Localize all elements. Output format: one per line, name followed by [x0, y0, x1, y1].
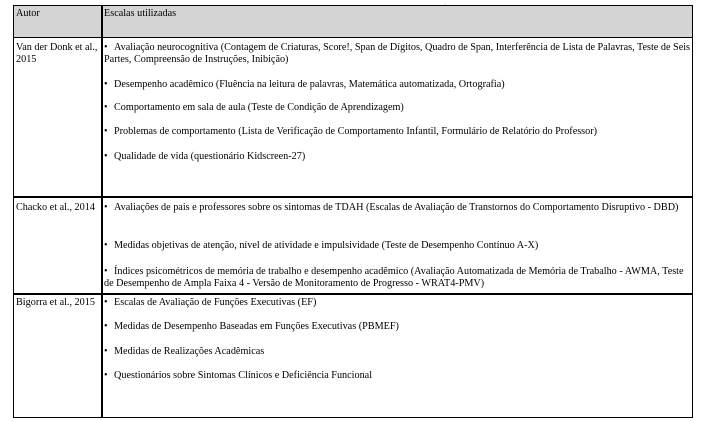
- scale-item: [104, 240, 690, 252]
- bullet-icon: •: [104, 370, 108, 381]
- scale-item: [104, 321, 690, 333]
- column-divider: [101, 6, 103, 417]
- bullet-icon: •: [104, 102, 108, 113]
- row-divider: [14, 196, 692, 198]
- scale-item-text: Medidas objetivas de atenção, nível de atividade e impulsividade (Teste de Desempenho Contínuo A-X): [114, 240, 539, 251]
- scale-item: [104, 102, 690, 114]
- author-cell: Bigorra et al., 2015: [16, 297, 95, 308]
- bullet-icon: •: [104, 321, 108, 332]
- scale-item: [104, 79, 690, 91]
- author-cell: Chacko et al., 2014: [16, 202, 95, 213]
- scale-item: [104, 346, 690, 358]
- scale-item-text: Medidas de Realizações Acadêmicas: [114, 346, 265, 357]
- scale-item-text: Índices psicométricos de memória de trabalho e desempenho acadêmico (Avaliação Automatizada de Memória de Trabalho - AWMA, Teste de Desempenho de Ampla Faixa 4 - Versão de Monitoramento de Progresso - WRAT4-PMV): [104, 266, 684, 289]
- scale-item-text: Comportamento em sala de aula (Teste de Condição de Aprendizagem): [114, 102, 404, 113]
- scale-item: [104, 42, 690, 66]
- row-divider: [14, 293, 692, 295]
- scale-item-text: Problemas de comportamento (Lista de Verificação de Comportamento Infantil, Formulário de Relatório do Professor): [114, 126, 598, 137]
- bullet-icon: •: [104, 79, 108, 90]
- scale-item-text: Desempenho acadêmico (Fluência na leitura de palavras, Matemática automatizada, Ortografia): [114, 79, 505, 90]
- bullet-icon: •: [104, 42, 108, 53]
- bullet-icon: •: [104, 240, 108, 251]
- scale-item-text: Avaliações de pais e professores sobre os sintomas de TDAH (Escalas de Avaliação de Transtornos do Comportamento Disruptivo - DBD): [114, 202, 679, 213]
- scale-item: [104, 202, 690, 214]
- scale-item-text: Medidas de Desempenho Baseadas em Funções Executivas (PBMEF): [114, 321, 399, 332]
- author-cell: Van der Donk et al., 2015: [16, 42, 98, 65]
- scale-item-text: Escalas de Avaliação de Funções Executivas (EF): [114, 297, 317, 308]
- scale-item-text: Qualidade de vida (questionário Kidscreen-27): [114, 151, 306, 162]
- bullet-icon: •: [104, 202, 108, 213]
- scales-table: [13, 5, 693, 418]
- scale-item-text: Questionários sobre Sintomas Clínicos e Deficiência Funcional: [114, 370, 373, 381]
- scale-item: [104, 297, 690, 309]
- bullet-icon: •: [104, 151, 108, 162]
- bullet-icon: •: [104, 346, 108, 357]
- bullet-icon: •: [104, 126, 108, 137]
- scale-item: [104, 151, 690, 163]
- bullet-icon: •: [104, 297, 108, 308]
- header-scales: Escalas utilizadas: [104, 8, 177, 19]
- scale-item: [104, 126, 690, 138]
- scale-item: [104, 266, 690, 290]
- scale-item-text: Avaliação neurocognitiva (Contagem de Criaturas, Score!, Span de Dígitos, Quadro de Span, Interferência de Lista de Palavras, Teste de Seis Partes, Compreensão de Instruções, Inibição): [104, 42, 691, 65]
- bullet-icon: •: [104, 266, 108, 277]
- scale-item: [104, 370, 690, 382]
- header-author: Autor: [16, 8, 40, 19]
- stray-mark: ˎ: [444, 0, 447, 6]
